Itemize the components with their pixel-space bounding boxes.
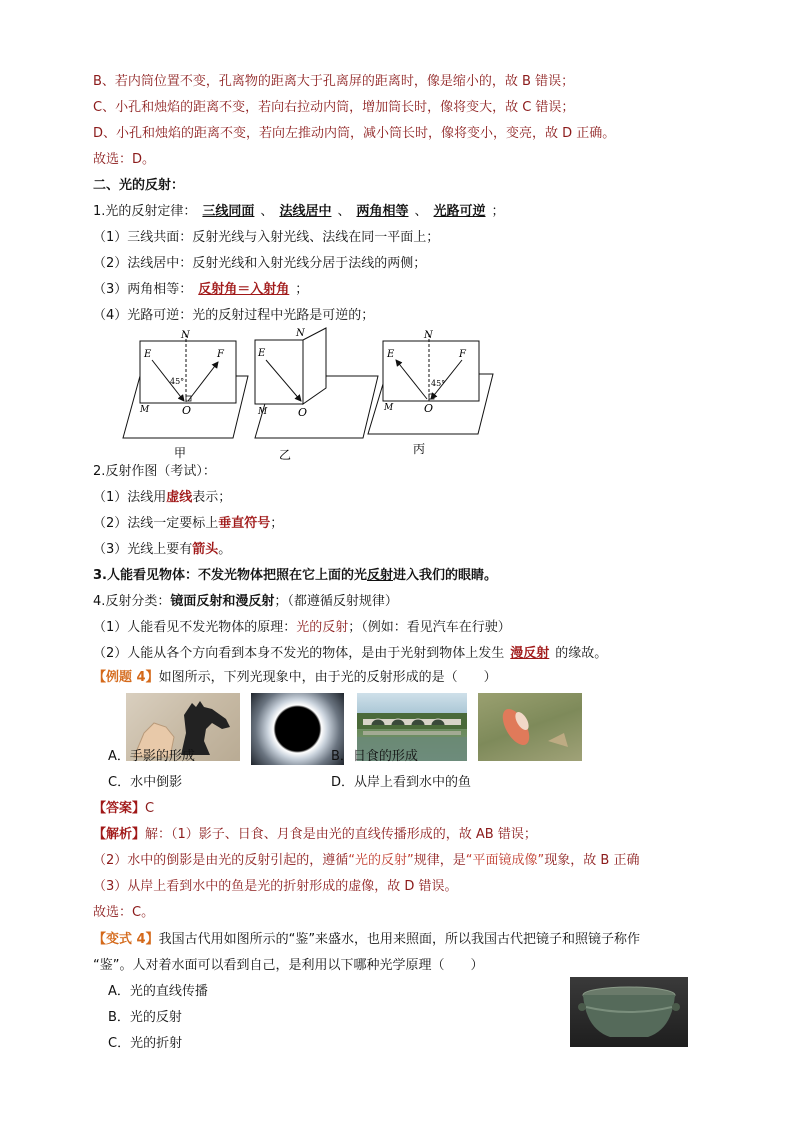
label-n: N: [181, 330, 190, 341]
example4-option-d: D．从岸上看到水中的鱼: [331, 775, 472, 790]
drawing-title: 2.反射作图（考试）：: [93, 464, 216, 479]
types-1-post: ；（例如：看见汽车在行驶）: [348, 620, 511, 635]
law-point-2: （2）法线居中：反射光线和入射光线分居于法线的两侧；: [93, 256, 427, 271]
option-c-text: C、小孔和烛焰的距离不变，若向右拉动内筒，增加筒长时，像将变大，故 C 错误；: [93, 100, 575, 115]
variant4-question-2: “鉴”。人对着水面可以看到自己，是利用以下哪种光学原理（ ）: [93, 958, 484, 973]
types-2-blank: 漫反射: [510, 646, 550, 661]
label-e: E: [258, 348, 266, 359]
see-object-line: [93, 566, 497, 586]
label-angle: 45°: [170, 377, 185, 386]
law-sep: 、: [260, 204, 274, 219]
label-n: N: [424, 330, 433, 341]
law-sep: 、: [337, 204, 351, 219]
drawing-rule-3: [93, 540, 231, 560]
types-2-pre: （2）人能从各个方向看到本身不发光的物体，是由于光射到物体上发生: [93, 646, 505, 661]
rule-2-pre: （2）法线一定要标上: [93, 516, 219, 531]
law-end: ；: [491, 204, 505, 219]
drawing-rule-2: [93, 514, 283, 534]
analysis-2-post: 现象，故 B 正确: [544, 853, 640, 868]
types-line-1: [93, 618, 511, 638]
option-b-text: B、若内筒位置不变，孔离物的距离大于孔离屏的距离时，像是缩小的，故 B 错误；: [93, 74, 575, 89]
answer-value: C: [145, 801, 155, 816]
example4-option-b: B．日食的形成: [331, 749, 418, 764]
analysis-2-quote-1: “光的反射”: [348, 853, 414, 868]
law-point-3-blank: 反射角＝入射角: [198, 282, 290, 297]
variant4-tag: 【变式 4】: [93, 932, 159, 947]
analysis-line-1: 解：（1）影子、日食、月食是由光的直线传播形成的，故 AB 错误；: [145, 827, 537, 842]
caption-bing: 丙: [413, 442, 426, 456]
label-o: O: [424, 402, 434, 415]
drawing-rule-1: [93, 488, 231, 508]
analysis-2-quote-2: “平面镜成像”: [465, 853, 545, 868]
types-line-2: [93, 644, 607, 664]
example4-analysis-1: [93, 825, 537, 845]
label-m: M: [384, 403, 394, 413]
label-m: M: [258, 407, 268, 417]
paper-board-folded: [303, 328, 326, 404]
analysis-2-pre: （2）水中的倒影是由光的反射引起的，遵循: [93, 853, 349, 868]
variant4-question-1: [93, 930, 640, 950]
label-e: E: [387, 349, 395, 360]
types-key: 镜面反射和漫反射: [170, 594, 275, 609]
example4-question: [93, 668, 497, 688]
see-pre: 3.人能看见物体：不发光物体把照在它上面的光: [93, 568, 367, 583]
see-post: 进入我们的眼睛。: [393, 568, 498, 583]
types-2-post: 的缘故。: [555, 646, 608, 661]
bronze-jian-image: [570, 977, 688, 1047]
rule-1-key: 虚线: [166, 490, 193, 505]
fish-in-water-image: [478, 693, 582, 761]
law-point-1: （1）三线共面：反射光线与入射光线、法线在同一平面上；: [93, 230, 440, 245]
types-1-pre: （1）人能看见不发光物体的原理：: [93, 620, 297, 635]
law-point-3-prefix: （3）两角相等：: [93, 282, 193, 297]
rule-2-post: ；: [270, 516, 284, 531]
example4-tag: 【例题 4】: [93, 670, 159, 685]
reflection-law: [93, 202, 505, 222]
example4-text: 如图所示，下列光现象中，由于光的反射形成的是（ ）: [158, 670, 497, 685]
law-blank-2: 法线居中: [279, 204, 332, 219]
label-o: O: [182, 404, 192, 417]
example4-choose: 故选：C。: [93, 905, 155, 920]
law-prefix: 1.光的反射定律：: [93, 204, 197, 219]
label-o: O: [298, 406, 308, 419]
law-point-4: （4）光路可逆：光的反射过程中光路是可逆的；: [93, 308, 375, 323]
answer-line: 故选：D。: [93, 152, 156, 167]
diagram-bing: [368, 330, 493, 456]
diagram-jia: [123, 330, 248, 460]
law-blank-1: 三线同面: [202, 204, 255, 219]
label-angle: 45°: [431, 379, 446, 388]
example4-option-a: A．手影的形成: [108, 749, 195, 764]
example4-answer: [93, 799, 154, 819]
example4-option-c: C．水中倒影: [108, 775, 183, 790]
rule-3-key: 箭头: [192, 542, 219, 557]
section-title: 二、光的反射：: [93, 178, 185, 193]
example4-analysis-3: （3）从岸上看到水中的鱼是光的折射形成的虚像，故 D 错误。: [93, 879, 458, 894]
rule-3-post: 。: [218, 542, 232, 557]
law-point-3: [93, 280, 308, 300]
rule-3-pre: （3）光线上要有: [93, 542, 193, 557]
variant4-text-1: 我国古代用如图所示的“鉴”来盛水，也用来照面，所以我国古代把镜子和照镜子称作: [158, 932, 641, 947]
see-key: 反射: [366, 568, 393, 583]
answer-tag: 【答案】: [93, 801, 146, 816]
types-pre: 4.反射分类：: [93, 594, 171, 609]
example4-analysis-2: [93, 851, 639, 871]
label-f: F: [459, 349, 466, 360]
law-sep: 、: [414, 204, 428, 219]
variant4-option-a: A．光的直线传播: [108, 984, 208, 999]
law-blank-4: 光路可逆: [433, 204, 486, 219]
caption-yi: 乙: [279, 448, 292, 462]
rule-2-key: 垂直符号: [218, 516, 271, 531]
law-point-3-end: ；: [295, 282, 309, 297]
rule-1-pre: （1）法线用: [93, 490, 167, 505]
reflection-figure: [118, 326, 508, 466]
variant4-option-c: C．光的折射: [108, 1036, 183, 1051]
types-post: ；（都遵循反射规律）: [274, 594, 398, 609]
variant4-option-b: B．光的反射: [108, 1010, 182, 1025]
analysis-2-mid: 规律，是: [413, 853, 466, 868]
types-title: [93, 592, 398, 612]
label-n: N: [296, 328, 305, 339]
label-m: M: [140, 405, 150, 415]
analysis-tag: 【解析】: [93, 827, 146, 842]
label-f: F: [217, 349, 224, 360]
diagram-yi: [255, 328, 378, 462]
option-d-text: D、小孔和烛焰的距离不变，若向左推动内筒，减小筒长时，像将变小，变亮，故 D 正确。: [93, 126, 616, 141]
caption-jia: 甲: [174, 446, 187, 460]
types-1-key: 光的反射: [296, 620, 349, 635]
label-e: E: [144, 349, 152, 360]
rule-1-post: 表示；: [192, 490, 232, 505]
law-blank-3: 两角相等: [356, 204, 409, 219]
